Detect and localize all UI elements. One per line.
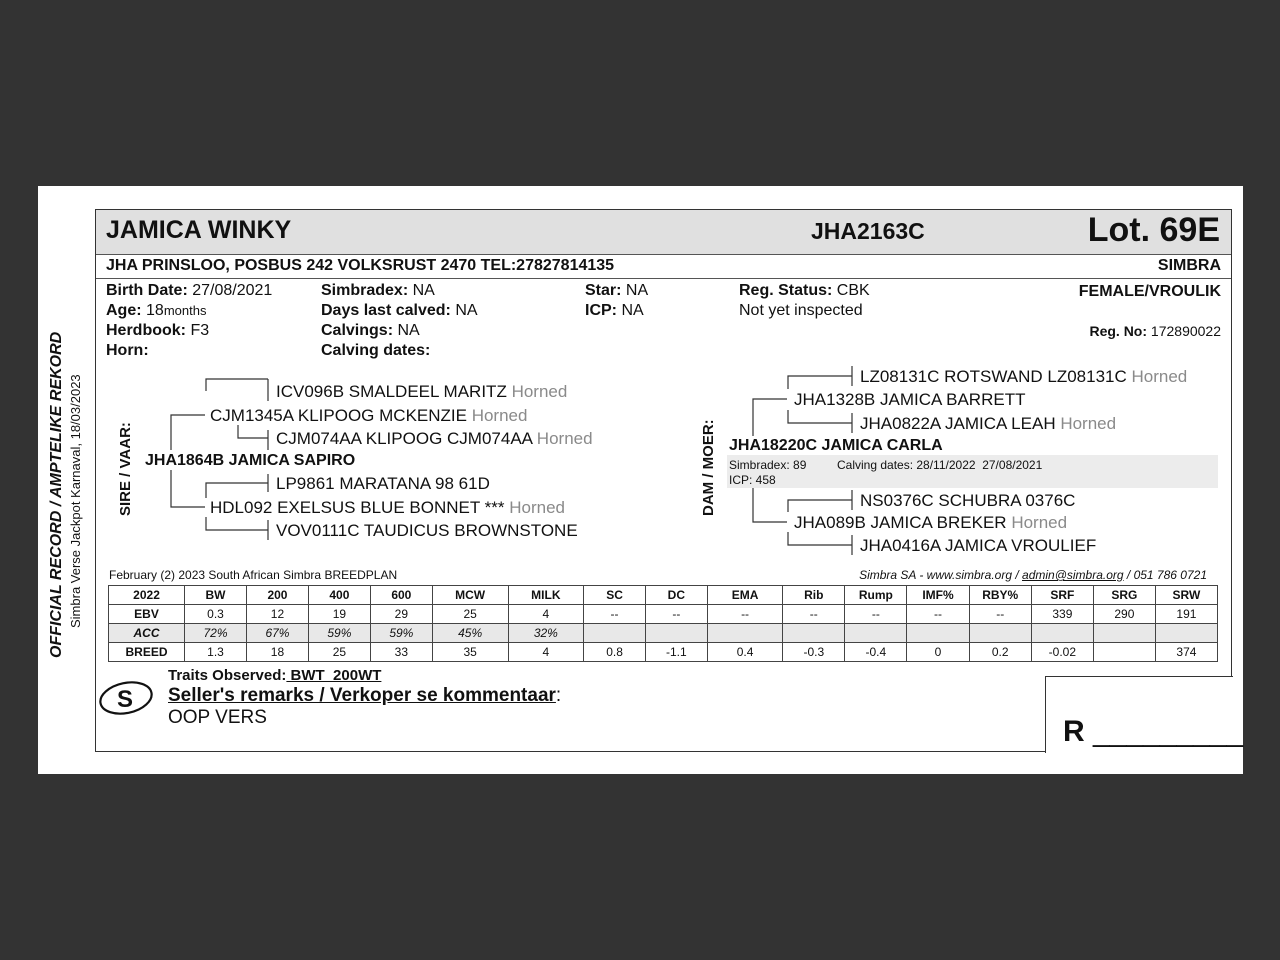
table-cell: 29: [370, 605, 432, 624]
table-cell: [1093, 624, 1155, 643]
table-cell: 67%: [246, 624, 308, 643]
calving-dates-label: Calving dates:: [321, 342, 431, 359]
dam-sire-sire: LZ08131C ROTSWAND LZ08131C Horned: [860, 367, 1188, 386]
table-cell: [845, 624, 907, 643]
simbra-logo-icon: [97, 680, 155, 716]
breed-name: SIMBRA: [1157, 257, 1221, 274]
official-record-label: OFFICIAL RECORD / AMPTELIKE REKORD: [48, 331, 65, 658]
column-header: 2022: [109, 586, 185, 605]
column-header: MILK: [508, 586, 584, 605]
table-cell: 19: [308, 605, 370, 624]
table-cell: 191: [1155, 605, 1217, 624]
column-header: Rib: [783, 586, 845, 605]
dam-sire-dam: JHA0822A JAMICA LEAH Horned: [860, 414, 1117, 433]
column-header: SRW: [1155, 586, 1217, 605]
breedplan-table: [108, 585, 1218, 662]
lot-number: Lot. 69E: [1087, 211, 1220, 249]
star: Star: NA: [585, 282, 649, 299]
table-cell: --: [783, 605, 845, 624]
table-cell: 35: [432, 643, 508, 662]
table-cell: -0.02: [1031, 643, 1093, 662]
dam-icp: ICP: 458: [729, 473, 776, 487]
column-header: 200: [246, 586, 308, 605]
column-header: EMA: [707, 586, 783, 605]
traits-observed: Traits Observed: BWT 200WT: [168, 667, 382, 684]
column-header: 400: [308, 586, 370, 605]
table-cell: 12: [246, 605, 308, 624]
table-cell: 0: [907, 643, 969, 662]
column-header: SRF: [1031, 586, 1093, 605]
table-cell: 32%: [508, 624, 584, 643]
column-header: Rump: [845, 586, 907, 605]
table-cell: [1093, 643, 1155, 662]
column-header: DC: [645, 586, 707, 605]
birth-date: Birth Date: 27/08/2021: [106, 282, 273, 299]
table-cell: --: [845, 605, 907, 624]
dam-dam-sire: NS0376C SCHUBRA 0376C: [860, 491, 1076, 510]
icp: ICP: NA: [585, 302, 644, 319]
table-cell: 0.4: [707, 643, 783, 662]
svg-text:S: S: [117, 686, 134, 713]
row-label: EBV: [109, 605, 185, 624]
sire-name: JHA1864B JAMICA SAPIRO: [145, 452, 356, 469]
contact-email-link[interactable]: admin@simbra.org: [1022, 568, 1124, 582]
table-cell: -0.4: [845, 643, 907, 662]
herdbook: Herdbook: F3: [106, 322, 210, 339]
table-cell: [783, 624, 845, 643]
table-cell: 59%: [370, 624, 432, 643]
animal-reg-id: JHA2163C: [811, 218, 925, 244]
horn-label: Horn:: [106, 342, 149, 359]
table-cell: [1155, 624, 1217, 643]
dam-sire: JHA1328B JAMICA BARRETT: [794, 390, 1026, 409]
row-label: ACC: [109, 624, 185, 643]
table-cell: 0.2: [969, 643, 1031, 662]
table-cell: --: [969, 605, 1031, 624]
table-cell: --: [907, 605, 969, 624]
sire-sire-sire: ICV096B SMALDEEL MARITZ Horned: [276, 382, 568, 401]
table-cell: 25: [432, 605, 508, 624]
row-label: BREED: [109, 643, 185, 662]
table-cell: -0.3: [783, 643, 845, 662]
table-cell: -1.1: [645, 643, 707, 662]
sire-sire-dam: CJM074AA KLIPOOG CJM074AA Horned: [276, 429, 593, 448]
table-cell: 374: [1155, 643, 1217, 662]
sex: FEMALE/VROULIK: [1078, 283, 1221, 300]
simbra-contact: Simbra SA - www.simbra.org / admin@simbra.org / 051 786 0721: [859, 568, 1207, 582]
table-cell: [907, 624, 969, 643]
column-header: MCW: [432, 586, 508, 605]
reg-number: Reg. No: 172890022: [1089, 323, 1221, 339]
reg-status: Reg. Status: CBK: [739, 282, 870, 299]
table-cell: 33: [370, 643, 432, 662]
table-header-row: [109, 586, 1218, 605]
column-header: IMF%: [907, 586, 969, 605]
table-cell: --: [645, 605, 707, 624]
dam-name: JHA18220C JAMICA CARLA: [729, 437, 943, 454]
animal-name: JAMICA WINKY: [106, 216, 292, 244]
table-cell: 72%: [185, 624, 247, 643]
dam-dam: JHA089B JAMICA BREKER Horned: [794, 513, 1068, 532]
age: Age: 18months: [106, 302, 207, 319]
sellers-remarks-label: Seller's remarks / Verkoper se kommentaar:: [168, 685, 562, 706]
sire-dam-sire: LP9861 MARATANA 98 61D: [276, 474, 490, 493]
simbradex: Simbradex: NA: [321, 282, 435, 299]
event-label: Simbra Verse Jackpot Karnaval, 18/03/2023: [68, 374, 83, 628]
dam-label: DAM / MOER:: [700, 419, 717, 516]
dam-calving-dates: Calving dates: 28/11/2022 27/08/2021: [837, 458, 1043, 472]
breeder-info: JHA PRINSLOO, POSBUS 242 VOLKSRUST 2470 TEL:27827814135: [106, 257, 615, 274]
table-cell: 4: [508, 605, 584, 624]
breedplan-caption: February (2) 2023 South African Simbra BREEDPLAN: [109, 568, 398, 582]
table-cell: 59%: [308, 624, 370, 643]
table-row: [109, 624, 1218, 643]
table-cell: [584, 624, 646, 643]
table-cell: 18: [246, 643, 308, 662]
table-cell: 45%: [432, 624, 508, 643]
table-row: [109, 643, 1218, 662]
sire-sire: CJM1345A KLIPOOG MCKENZIE Horned: [210, 406, 528, 425]
table-cell: 0.8: [584, 643, 646, 662]
sellers-remarks: OOP VERS: [168, 707, 267, 728]
table-cell: 0.3: [185, 605, 247, 624]
column-header: 600: [370, 586, 432, 605]
sire-dam-dam: VOV0111C TAUDICUS BROWNSTONE: [276, 521, 578, 540]
column-header: SC: [584, 586, 646, 605]
table-cell: 4: [508, 643, 584, 662]
table-cell: [707, 624, 783, 643]
table-cell: 1.3: [185, 643, 247, 662]
table-cell: --: [707, 605, 783, 624]
column-header: RBY%: [969, 586, 1031, 605]
table-cell: [969, 624, 1031, 643]
table-cell: [1031, 624, 1093, 643]
price-field[interactable]: R _________: [1063, 715, 1244, 748]
dam-simbradex: Simbradex: 89: [729, 458, 807, 472]
table-row: [109, 605, 1218, 624]
table-cell: 25: [308, 643, 370, 662]
table-cell: [645, 624, 707, 643]
sire-label: SIRE / VAAR:: [117, 422, 134, 516]
dam-dam-dam: JHA0416A JAMICA VROULIEF: [860, 536, 1097, 555]
days-last-calved: Days last calved: NA: [321, 302, 478, 319]
calvings: Calvings: NA: [321, 322, 420, 339]
inspection-status: Not yet inspected: [739, 302, 863, 319]
table-cell: 290: [1093, 605, 1155, 624]
sire-dam: HDL092 EXELSUS BLUE BONNET *** Horned: [210, 498, 565, 517]
table-cell: --: [584, 605, 646, 624]
table-cell: 339: [1031, 605, 1093, 624]
column-header: BW: [185, 586, 247, 605]
column-header: SRG: [1093, 586, 1155, 605]
